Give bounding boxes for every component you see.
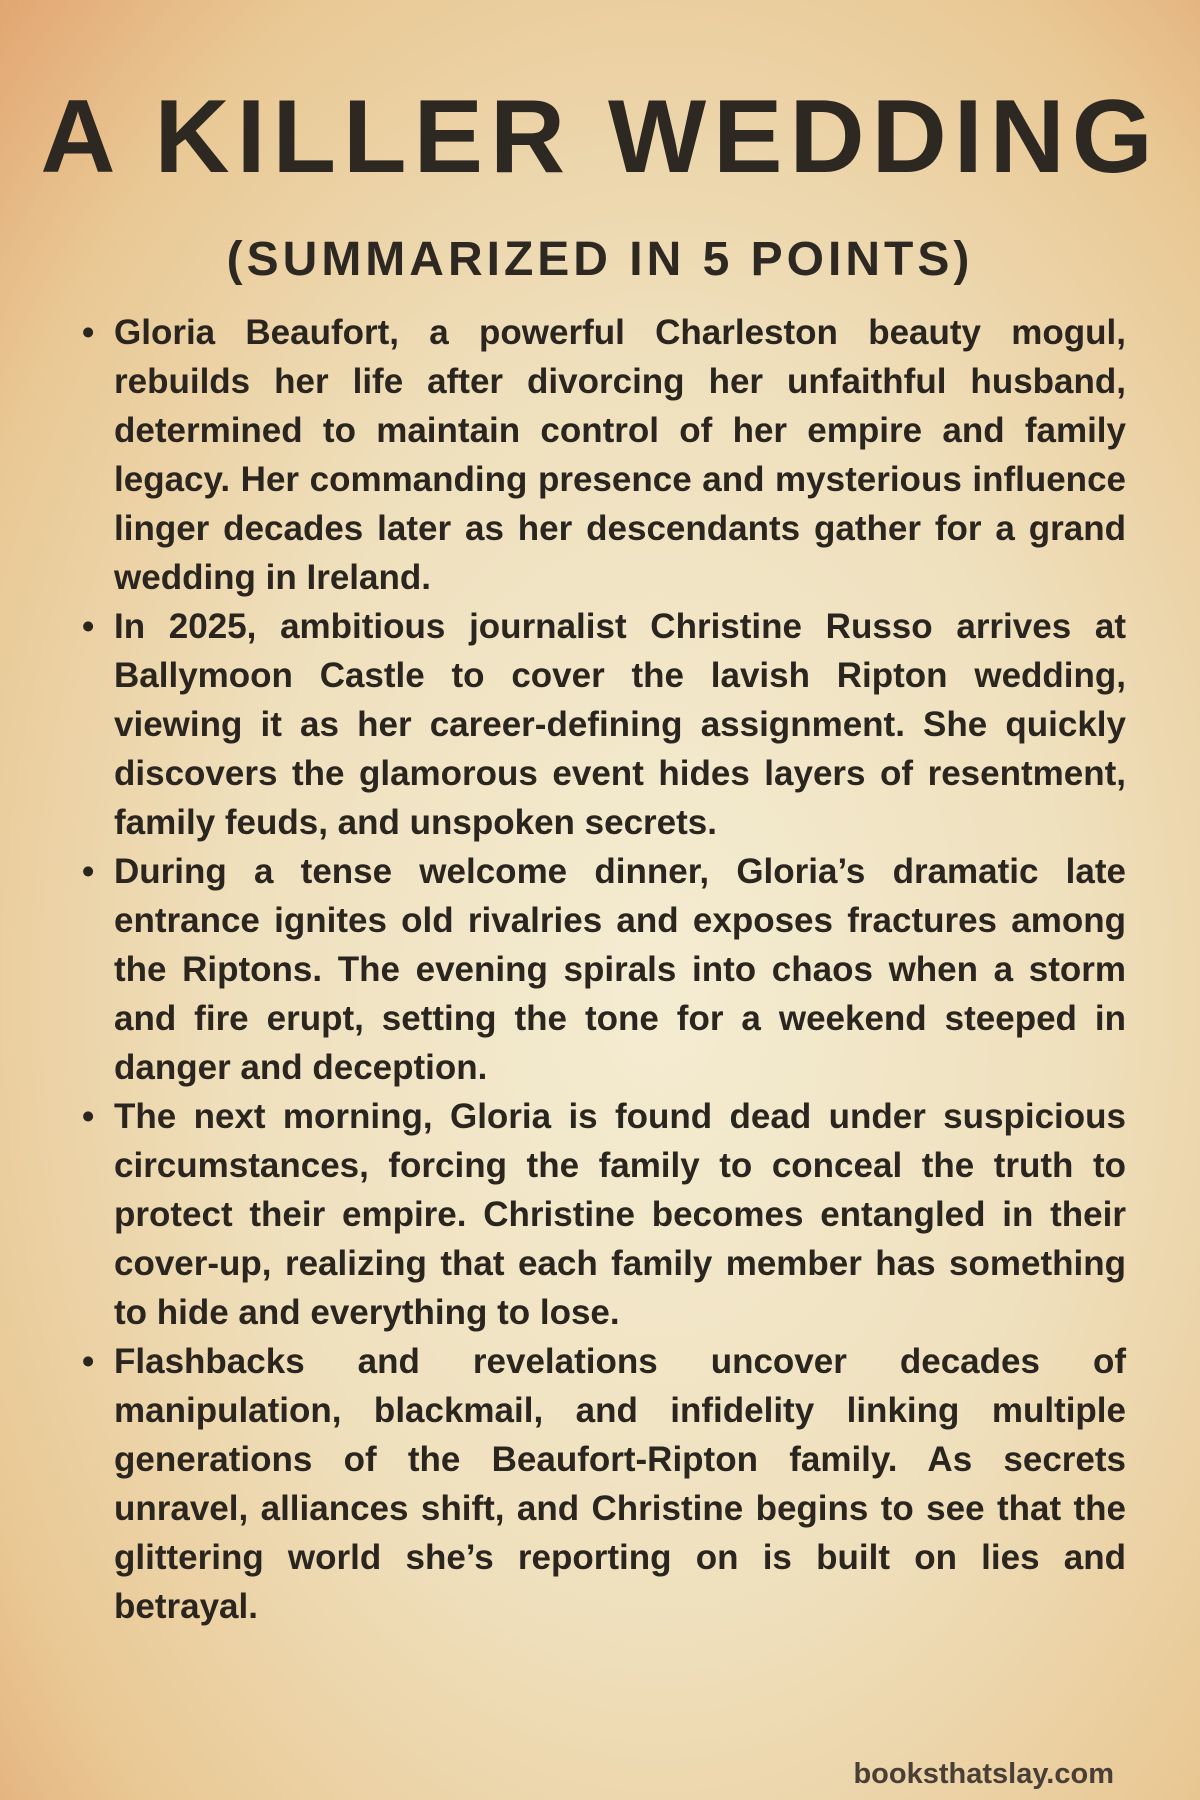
list-item: • The next morning, Gloria is found dead under suspicious circumstances, forcing the family to conceal the truth to protect their empire. Christine becomes entangled in their cover-up, realizing that each family member has something to hide and everything to lose.: [114, 1092, 1126, 1337]
site-watermark: booksthatslay.com: [853, 1758, 1114, 1790]
summary-list: [114, 308, 1126, 1631]
list-item: • Flashbacks and revelations uncover decades of manipulation, blackmail, and infidelity linking multiple generations of the Beaufort-Ripton family. As secrets unravel, alliances shift, and Christine begins to see that the glittering world she’s reporting on is built on lies and betrayal.: [114, 1337, 1126, 1631]
page-title: A KILLER WEDDING: [40, 79, 1160, 195]
list-item: • During a tense welcome dinner, Gloria’s dramatic late entrance ignites old rivalries and exposes fractures among the Riptons. The evening spirals into chaos when a storm and fire erupt, setting the tone for a weekend steeped in danger and deception.: [114, 847, 1126, 1092]
list-item: • Gloria Beaufort, a powerful Charleston beauty mogul, rebuilds her life after divorcing her unfaithful husband, determined to maintain control of her empire and family legacy. Her commanding presence and mysterious influence linger decades later as her descendants gather for a grand wedding in Ireland.: [114, 308, 1126, 602]
page-subtitle: (SUMMARIZED IN 5 POINTS): [226, 233, 974, 286]
list-item: • In 2025, ambitious journalist Christine Russo arrives at Ballymoon Castle to cover the lavish Ripton wedding, viewing it as her career-defining assignment. She quickly discovers the glamorous event hides layers of resentment, family feuds, and unspoken secrets.: [114, 602, 1126, 847]
